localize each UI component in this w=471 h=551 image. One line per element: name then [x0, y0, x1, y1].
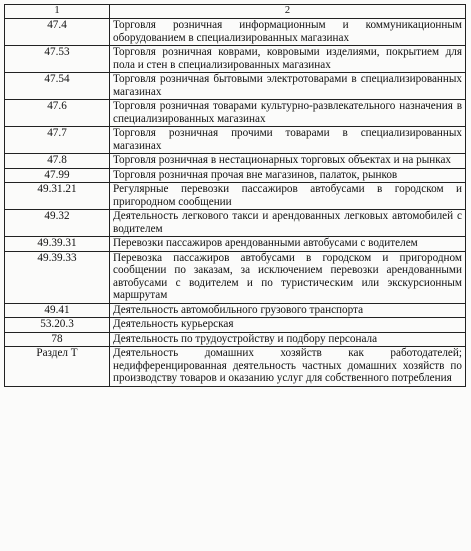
- table-row: [5, 19, 466, 46]
- table-row: [5, 332, 466, 347]
- activity-code: 47.53: [5, 46, 110, 73]
- activity-code: 49.32: [5, 210, 110, 237]
- activity-code: 47.99: [5, 168, 110, 183]
- table-row: [5, 183, 466, 210]
- activity-code: 49.39.33: [5, 251, 110, 303]
- activity-code: 49.39.31: [5, 237, 110, 252]
- activity-description: Регулярные перевозки пассажиров автобусами в городском и пригородном сообщении: [110, 183, 466, 210]
- activity-code: Раздел Т: [5, 347, 110, 387]
- activity-description: Торговля розничная прочая вне магазинов, палаток, рынков: [110, 168, 466, 183]
- table-row: [5, 46, 466, 73]
- activity-code: 47.4: [5, 19, 110, 46]
- activity-code: 47.8: [5, 154, 110, 169]
- table-row: [5, 168, 466, 183]
- activity-description: Деятельность автомобильного грузового транспорта: [110, 303, 466, 318]
- activity-code: 78: [5, 332, 110, 347]
- activity-description: Перевозка пассажиров автобусами в городском и пригородном сообщении по заказам, за исключением перевозки арендованными автобусами с водителем и по туристическим или экскурсионным маршрутам: [110, 251, 466, 303]
- table-row: [5, 73, 466, 100]
- table-row: [5, 100, 466, 127]
- activity-code: 47.54: [5, 73, 110, 100]
- activity-description: Перевозки пассажиров арендованными автобусами с водителем: [110, 237, 466, 252]
- activity-description: Торговля розничная в нестационарных торговых объектах и на рынках: [110, 154, 466, 169]
- table-row: [5, 318, 466, 333]
- table-body: [5, 19, 466, 387]
- activity-code: 49.41: [5, 303, 110, 318]
- activity-description: Торговля розничная прочими товарами в специализированных магазинах: [110, 127, 466, 154]
- activity-description: Торговля розничная бытовыми электротоварами в специализированных магазинах: [110, 73, 466, 100]
- table-row: [5, 154, 466, 169]
- activity-description: Торговля розничная информационным и коммуникационным оборудованием в специализированных магазинах: [110, 19, 466, 46]
- activity-description: Деятельность по трудоустройству и подбору персонала: [110, 332, 466, 347]
- table-header-row: [5, 5, 466, 19]
- activity-description: Деятельность легкового такси и арендованных легковых автомобилей с водителем: [110, 210, 466, 237]
- activity-codes-table: [4, 4, 466, 387]
- table-row: [5, 210, 466, 237]
- table-row: [5, 237, 466, 252]
- table-row: [5, 347, 466, 387]
- activity-code: 49.31.21: [5, 183, 110, 210]
- table-row: [5, 303, 466, 318]
- activity-description: Торговля розничная товарами культурно-развлекательного назначения в специализированных магазинах: [110, 100, 466, 127]
- column-header-2: 2: [110, 5, 466, 19]
- activity-code: 47.7: [5, 127, 110, 154]
- table-row: [5, 127, 466, 154]
- activity-description: Деятельность курьерская: [110, 318, 466, 333]
- activity-description: Деятельность домашних хозяйств как работодателей; недифференцированная деятельность частных домашних хозяйств по производству товаров и оказанию услуг для собственного потребления: [110, 347, 466, 387]
- table-row: [5, 251, 466, 303]
- column-header-1: 1: [5, 5, 110, 19]
- activity-code: 53.20.3: [5, 318, 110, 333]
- activity-code: 47.6: [5, 100, 110, 127]
- activity-description: Торговля розничная коврами, ковровыми изделиями, покрытием для пола и стен в специализированных магазинах: [110, 46, 466, 73]
